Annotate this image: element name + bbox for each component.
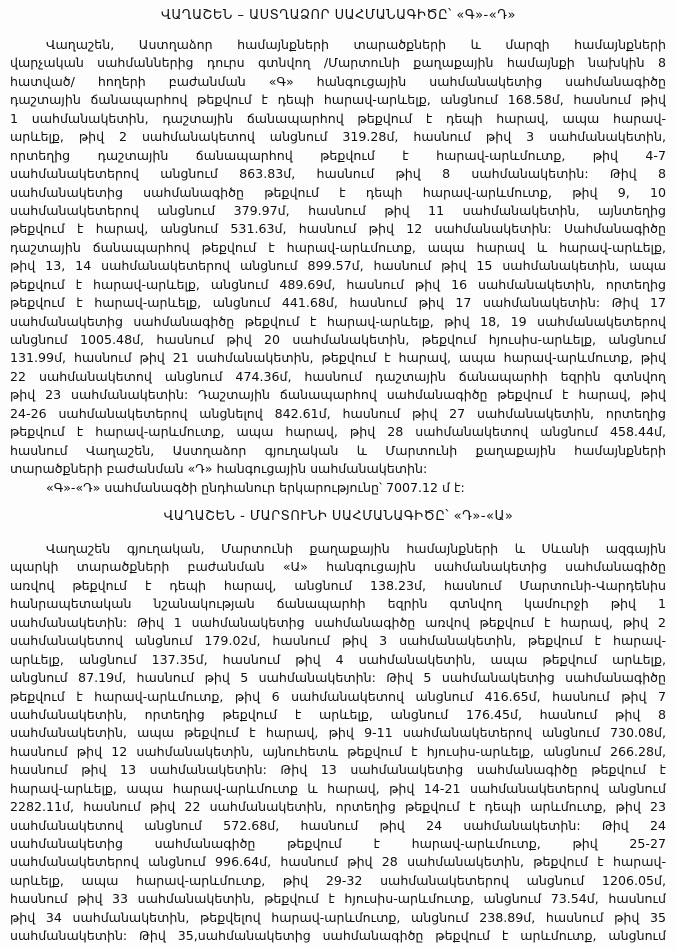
text-line: 22 սահմանակետով անցնում 474.36մ, հասնում դաշտային ճանապարհի եզրին գտնվող [10, 368, 666, 384]
text-line: թեքվում է հարավ-արևելք, անցնում 489.69մ, հասնում թիվ 16 սահմանակետին, որտեղից [10, 276, 666, 292]
text-line: 1 սահմանակետին, դաշտային ճանապարհով թեքվում է դեպի հարավ, ապա հարավ- [10, 110, 666, 126]
text-line: հասնում թիվ 33 սահմանակետին, թեքվում է հյուսիս-արևմուտք, անցնում 73.54մ, հասնում [10, 891, 666, 907]
section2-body [10, 540, 666, 946]
text-line: 24-26 սահմանակետերով անցնելով 842.61մ, հասնում թիվ 27 սահմանակետին, որտեղից [10, 405, 666, 421]
text-line: թեքվում է հարավ-արևմուտք, թիվ 6 սահմանակետով անցնում 416.65մ, հասնում թիվ 7 [10, 688, 666, 704]
text-line: տարածքների բաժանման «Դ» հանգուցային սահմանակետին: [10, 461, 428, 477]
text-line: հանրապետական նշանակության ճանապարհի եզրին գտնվող կամուրջի թիվ 1 [10, 596, 666, 612]
text-line: հարավ-արևելք, ապա հարավ-արևմուտք և հարավ, թիվ 14-21 սահմանակետերով անցնում [10, 780, 666, 796]
text-line: սահմանակետից սահմանագիծը թեքվում է հարավ-արևմուտք, թիվ 25-27 [10, 836, 666, 851]
text-line: սահմանակետերով անցնում 996.64մ, հասնում թիվ 28 սահմանակետին, թեքվում է հարավ- [10, 854, 666, 870]
text-line: 131.99մ, հասնում թիվ 21 սահմանակետին, թեքվում է հարավ, ապա հարավ-արևմուտք, թիվ [10, 350, 666, 366]
text-line: Վաղաշեն, Աստղաձոր համայնքների տարածքների և մարզի համայնքների [46, 37, 666, 52]
text-line: Վաղաշեն գյուղական, Մարտունի քաղաքային համայնքների և Սևանի ազգային [46, 541, 666, 556]
text-line: հասնում թիվ 13 սահմանակետին: Թիվ 13 սահմանակետից սահմանագիծը թեքվում է [10, 762, 666, 778]
text-line: 2282.11մ, հասնում թիվ 22 սահմանակետին, որտեղից թեքվում է դեպի արևմուտք, թիվ 23 [10, 799, 666, 815]
text-line: սահմանակետով անցնում 179.02մ, հասնում թիվ 3 սահմանակետին, թեքվում է հարավ- [10, 633, 666, 649]
summary-line: «Գ»-«Դ» սահմանագծի ընդհանուր երկարությունը՝ 7007.12 մ է: [46, 479, 465, 495]
text-line: սահմանակետին: Թիվ 1 սահմանակետից սահմանագիծը առվով թեքվում է հարավ, թիվ 2 [10, 614, 666, 630]
section-heading: ՎԱՂԱՇԵՆ – ԱՍՏՂԱՁՈՐ ՍԱՀՄԱՆԱԳԻԾԸ՝ «Գ»-«Դ» [161, 8, 516, 23]
text-line: սահմանակետերով անցնում 863.83մ, հասնում թիվ 8 սահմանակետին: Թիվ 8 [10, 166, 666, 182]
text-line: դաշտային ճանապարհով թեքվում է հարավ-արևմուտք, ապա հարավ և հարավ-արևելք, [10, 239, 666, 255]
text-line: արևելք, ապա հարավ-արևմուտք, թիվ 29-32 սահմանակետերով անցնում 1206.05մ, [10, 872, 666, 888]
section-heading: ՎԱՂԱՇԵՆ - ՄԱՐՏՈՒՆԻ ՍԱՀՄԱՆԱԳԻԾԸ՝ «Դ»-«Ա» [163, 509, 514, 524]
text-line: թիվ 23 սահմանակետին: Դաշտային ճանապարհով սահմանագիծը թեքվում է հարավ, թիվ [10, 387, 666, 403]
text-line: թիվ 34 սահմանակետին, թեքվելով հարավ-արևմուտք, անցնում 238.89մ, հասնում թիվ 35 [10, 909, 666, 925]
text-line: որտեղից դաշտային ճանապարհով թեքվում է հարավ-արևմուտք, թիվ 4-7 [10, 147, 666, 163]
text-line: հասնում Վաղաշեն, Աստղաձոր գյուղական և Մարտունի քաղաքային համայնքների [10, 442, 666, 458]
text-line: թեքվում է հարավ-արևելք, անցնում 441.68մ, հասնում թիվ 17 սահմանակետին: Թիվ 17 [10, 295, 666, 311]
text-line: պարկի տարածքների բաժանման «Ա» հանգուցային սահմանակետից սահմանագիծը [10, 559, 666, 575]
text-line: սահմանակետին, որտեղից թեքվում է արևելք, անցնում 176.45մ, հասնում թիվ 8 [10, 706, 666, 722]
text-line: սահմանակետից սահմանագիծը թեքվում է հարավ-արևելք, թիվ 18, 19 սահմանակետերով [10, 313, 666, 329]
text-line: հատված/ հողերի բաժանման «Գ» հանգուցային սահմանակետից սահմանագիծը [10, 73, 666, 89]
text-line: թեքվում է հարավ-արևմուտք, ապա հարավ, թիվ 28 սահմանակետով անցնում 458.44մ, [10, 424, 666, 440]
text-line: արևելք, թիվ 2 սահմանակետով անցնում 319.28մ, հասնում թիվ 3 սահմանակետին, [10, 129, 666, 145]
text-line: անցնում 1005.48մ, հասնում թիվ 20 սահմանակետին, թեքվում հյուսիս-արևելք, անցնում [10, 332, 666, 347]
text-line: արևելք, անցնում 137.35մ, հասնում թիվ 4 սահմանակետին, ապա թեքվում արևելք, [10, 651, 666, 667]
text-line: վարչական սահմաններից դուրս գտնվող /Մարտունի քաղաքային համայնքի նախկին 8 [10, 55, 666, 71]
text-line: սահմանակետից սահմանագիծը թեքվում է դեպի հարավ-արևմուտք, թիվ 9, 10 [10, 184, 666, 200]
text-line: անցնում 87.19մ, հասնում թիվ 5 սահմանակետին: Թիվ 5 սահմանակետից սահմանագիծը [10, 670, 666, 686]
section1-body [10, 36, 666, 497]
text-line: առվով թեքվում է դեպի հարավ, անցնում 138.23մ, հասնում Մարտունի-Վարդենիս [10, 577, 666, 593]
text-line: թիվ 13, 14 սահմանակետերով անցնում 899.57մ, հասնում թիվ 15 սահմանակետին, ապա [10, 258, 666, 274]
text-line: սահմանակետով անցնում 572.68մ, հասնում թիվ 24 սահմանակետին: Թիվ 24 [10, 817, 666, 833]
text-line: սահմանակետին, ապա թեքվում է հարավ, թիվ 9-11 սահմանակետերով անցնում 730.08մ, [10, 725, 666, 741]
text-line: սահմանակետերով անցնում 379.97մ, հասնում թիվ 11 սահմանակետին, այնտեղից [10, 202, 666, 218]
text-line: սահմանակետին: Թիվ 35,սահմանակետից սահմանագիծը թեքվում է արևմուտք, անցնում [10, 928, 666, 944]
text-line: թեքվում է հարավ, անցնում 531.63մ, հասնում թիվ 12 սահմանակետին: Սահմանագիծը [10, 221, 666, 237]
text-line: դաշտային ճանապարհով թեքվում է դեպի հարավ-արևելք, անցնում 168.58մ, հասնում թիվ [10, 92, 666, 108]
text-line: հասնում թիվ 12 սահմանակետին, այնուհետև թեքվում է հյուսիս-արևելք, անցնում 266.28մ, [10, 743, 666, 759]
